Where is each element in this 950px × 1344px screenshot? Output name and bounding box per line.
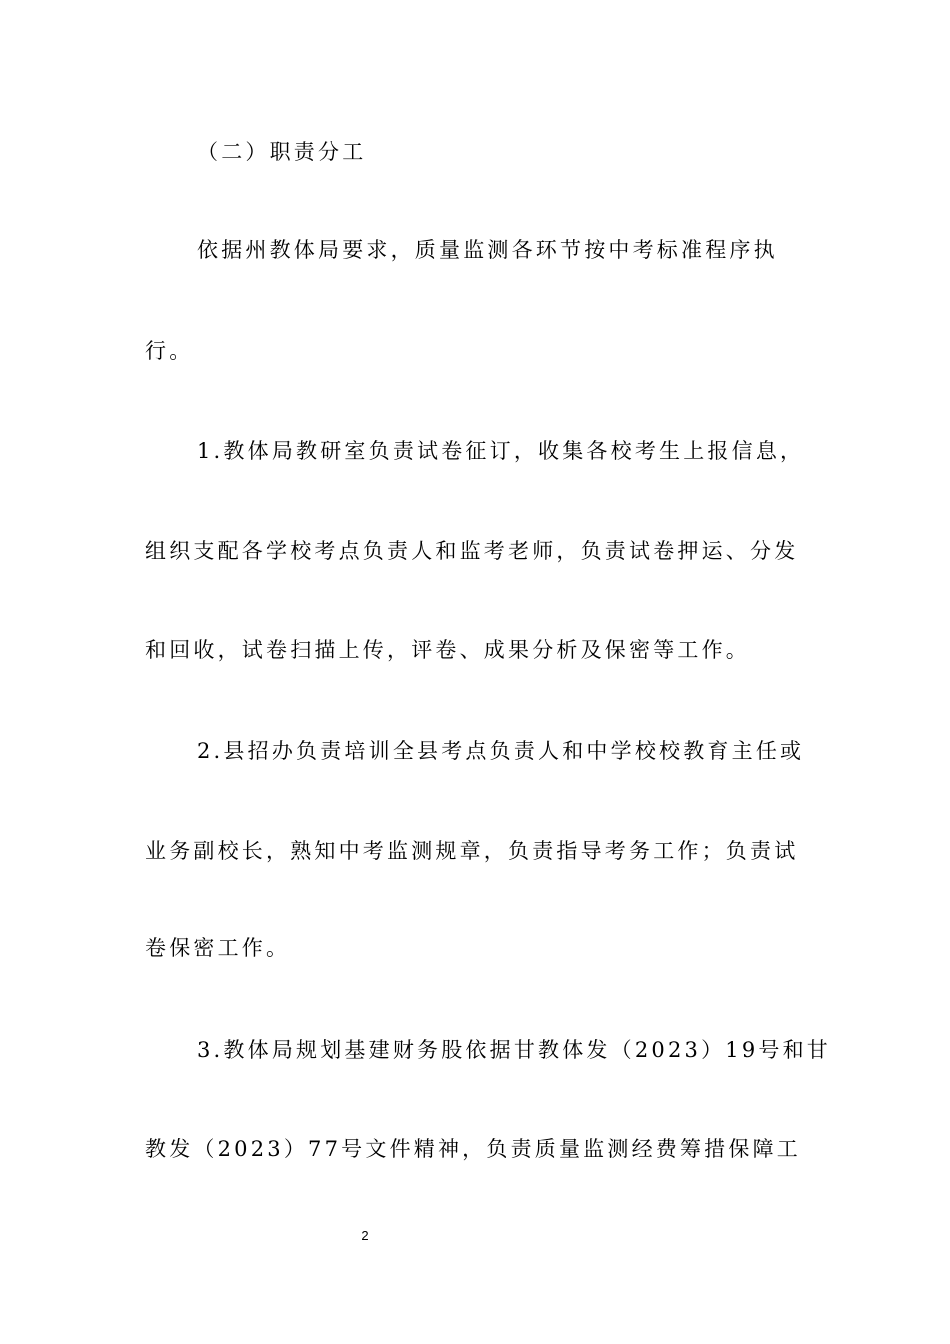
paragraph-line: 卷保密工作。: [145, 936, 291, 960]
section-heading: （二）职责分工: [197, 140, 367, 164]
paragraph-line: 教发（2023）77号文件精神，负责质量监测经费筹措保障工: [145, 1137, 801, 1161]
paragraph-line: 行。: [145, 339, 194, 363]
page-number: 2: [361, 1228, 369, 1243]
paragraph-line: 2.县招办负责培训全县考点负责人和中学校校教育主任或: [197, 739, 805, 763]
paragraph-line: 组织支配各学校考点负责人和监考老师，负责试卷押运、分发: [145, 539, 799, 563]
paragraph-line: 业务副校长，熟知中考监测规章，负责指导考务工作；负责试: [145, 839, 799, 863]
paragraph-line: 3.教体局规划基建财务股依据甘教体发（2023）19号和甘: [197, 1038, 831, 1062]
paragraph-line: 和回收，试卷扫描上传，评卷、成果分析及保密等工作。: [145, 638, 750, 662]
paragraph-line: 依据州教体局要求，质量监测各环节按中考标准程序执: [197, 238, 778, 262]
paragraph-line: 1.教体局教研室负责试卷征订，收集各校考生上报信息，: [197, 439, 805, 463]
